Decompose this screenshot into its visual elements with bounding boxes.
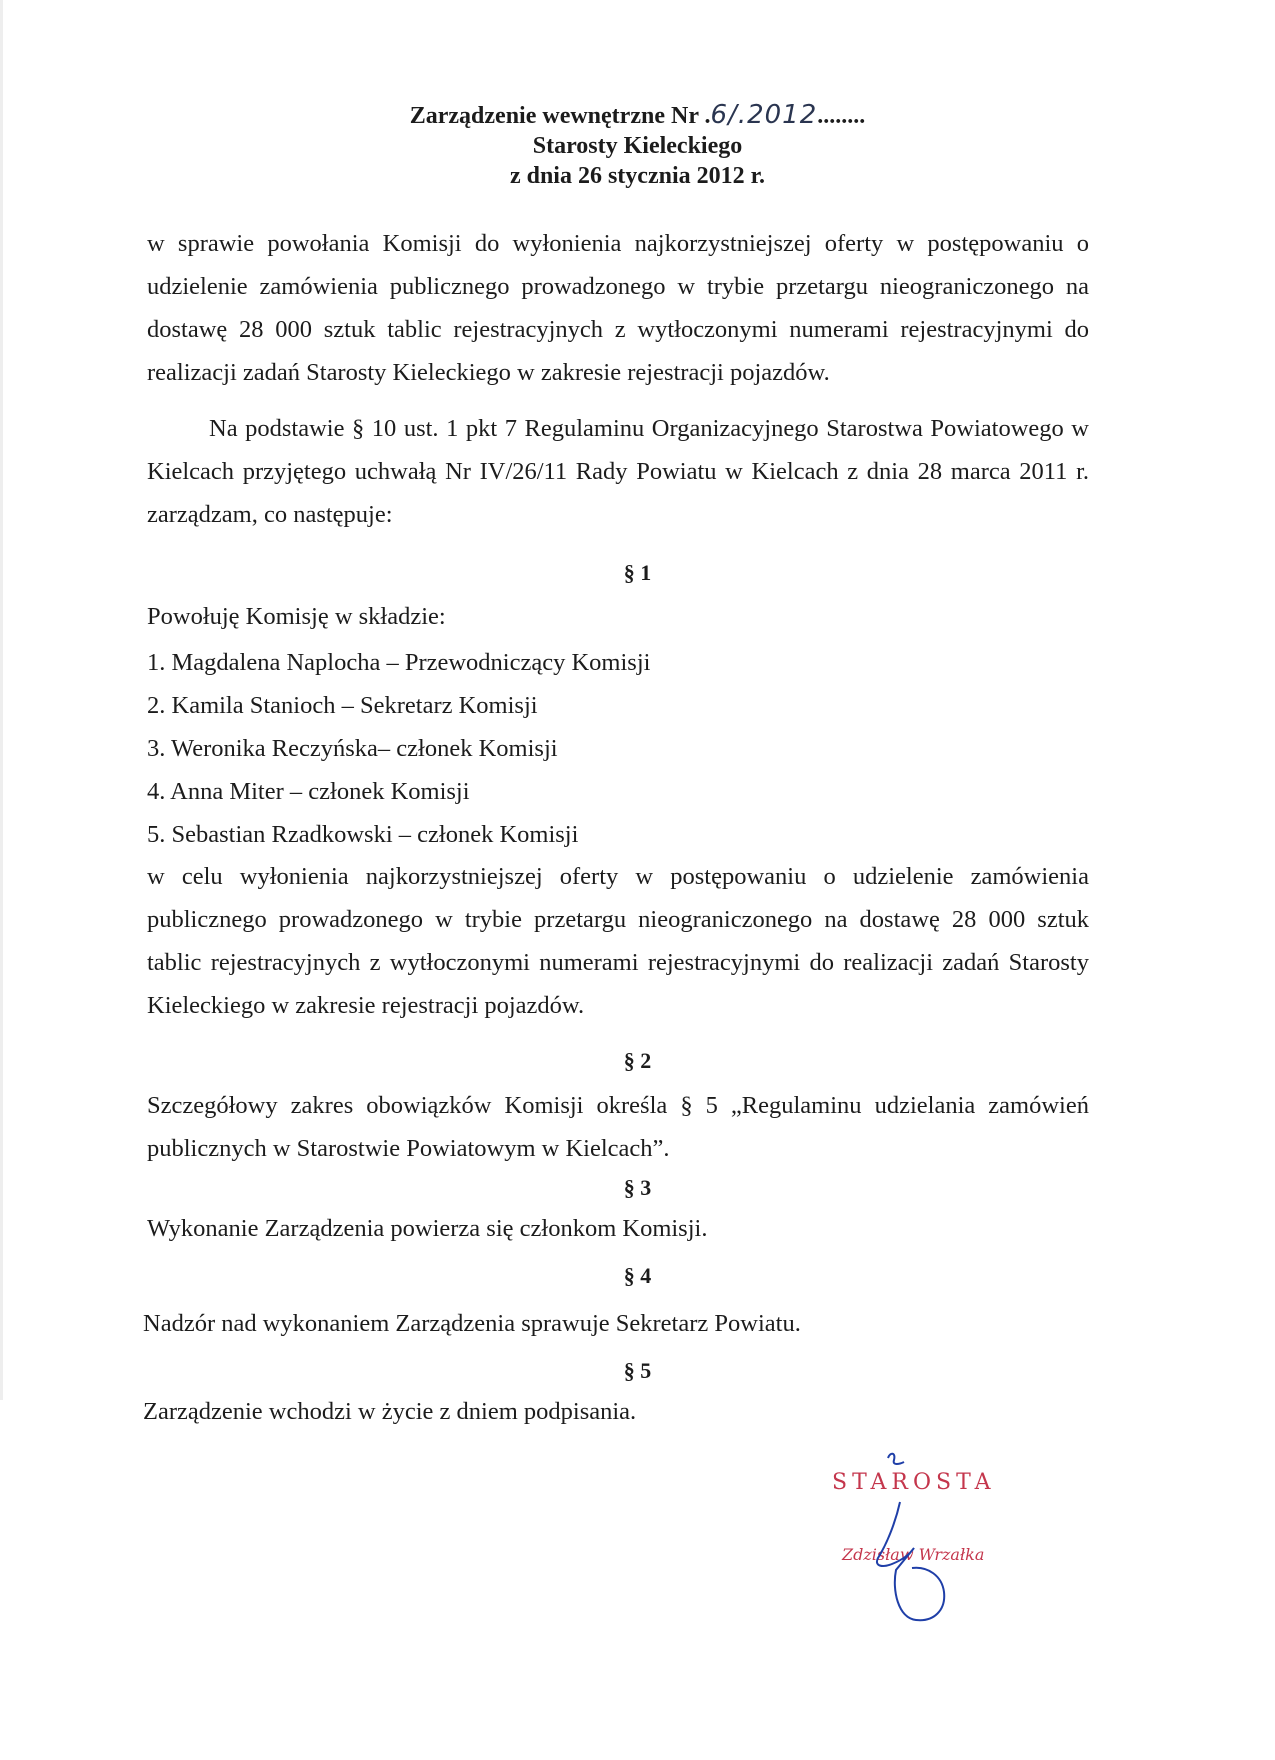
date-line: z dnia 26 stycznia 2012 r.: [509, 163, 766, 189]
list-item: 2. Kamila Stanioch – Sekretarz Komisji: [147, 692, 538, 719]
list-item: 4. Anna Miter – członek Komisji: [147, 778, 470, 805]
committee-member-list: [147, 641, 650, 856]
handwritten-signature: [830, 1450, 1020, 1630]
section-5-text: Zarządzenie wchodzi w życie z dniem podpisania.: [143, 1398, 637, 1425]
list-item: 1. Magdalena Naplocha – Przewodniczący Komisji: [147, 649, 651, 676]
stamp-title: STAROSTA: [832, 1470, 996, 1495]
section-1-intro: Powołuję Komisję w składzie:: [147, 603, 446, 630]
handwritten-number: 6/.2012: [710, 100, 818, 130]
list-item: 3. Weronika Reczyńska– członek Komisji: [147, 735, 558, 762]
section-1-heading: § 1: [623, 560, 652, 585]
section-1-purpose: w celu wyłonienia najkorzystniejszej oferty w postępowaniu o udzielenie zamówienia publicznego prowadzonego w trybie przetargu nieograniczonego na dostawę 28 000 sztuk tablic rejestracyjnych z wytłoczonymi numerami rejestracyjnymi do realizacji zadań Starosty Kieleckiego w zakresie rejestracji pojazdów.: [147, 863, 1089, 1019]
title-suffix: ........: [817, 103, 866, 129]
section-2-text: Szczegółowy zakres obowiązków Komisji określa § 5 „Regulaminu udzielania zamówień publicznych w Starostwie Powiatowym w Kielcach”.: [147, 1092, 1089, 1162]
legal-basis-paragraph: Na podstawie § 10 ust. 1 pkt 7 Regulaminu Organizacyjnego Starostwa Powiatowego w Kielcach przyjętego uchwałą Nr IV/26/11 Rady Powiatu w Kielcach z dnia 28 marca 2011 r. zarządzam, co następuje:: [147, 415, 1089, 528]
list-item: 5. Sebastian Rzadkowski – członek Komisji: [147, 821, 579, 848]
title-prefix: Zarządzenie wewnętrzne Nr .: [409, 103, 711, 129]
issuer: Starosty Kieleckiego: [532, 133, 743, 159]
section-5-heading: § 5: [623, 1358, 652, 1383]
section-4-heading: § 4: [623, 1263, 652, 1288]
document-header: [0, 100, 1275, 191]
section-2-heading: § 2: [623, 1048, 652, 1073]
section-3-heading: § 3: [623, 1175, 652, 1200]
subject-paragraph: w sprawie powołania Komisji do wyłonienia najkorzystniejszej oferty w postępowaniu o udzielenie zamówienia publicznego prowadzonego w trybie przetargu nieograniczonego na dostawę 28 000 sztuk tablic rejestracyjnych z wytłoczonymi numerami rejestracyjnymi do realizacji zadań Starosty Kieleckiego w zakresie rejestracji pojazdów.: [147, 230, 1089, 386]
section-3-text: Wykonanie Zarządzenia powierza się członkom Komisji.: [147, 1215, 708, 1242]
title-line: [0, 100, 1275, 131]
section-4-text: Nadzór nad wykonaniem Zarządzenia sprawuje Sekretarz Powiatu.: [143, 1310, 801, 1337]
stamp-name: Zdzisław Wrzałka: [842, 1545, 985, 1564]
